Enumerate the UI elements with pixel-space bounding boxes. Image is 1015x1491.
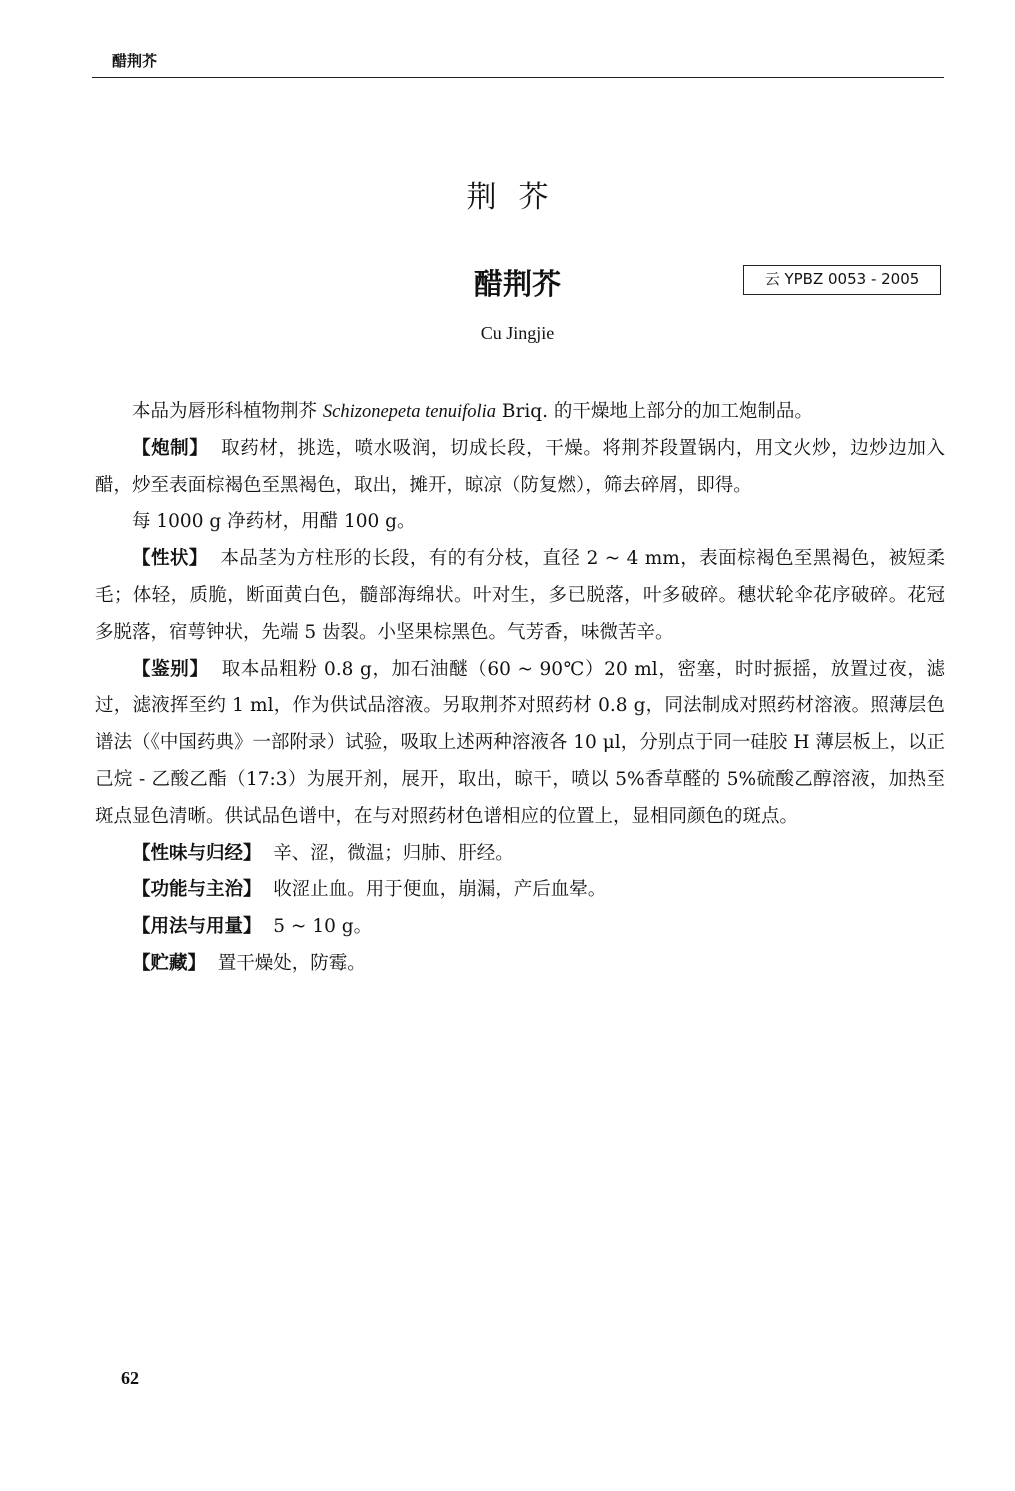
- usage-text: 5 ~ 10 g。: [273, 916, 373, 938]
- nature-label: 【性味与归经】: [132, 842, 262, 864]
- page-number: 62: [121, 1368, 139, 1388]
- monograph-body: [95, 394, 945, 983]
- latin-name: Schizonepeta tenuifolia: [322, 402, 497, 422]
- nature-text: 辛、涩，微温；归肺、肝经。: [273, 842, 514, 864]
- function-label: 【功能与主治】: [132, 879, 262, 901]
- intro-paragraph: [95, 394, 945, 431]
- description-paragraph: [95, 541, 945, 651]
- header-rule: [92, 77, 944, 78]
- running-header: 醋荆芥: [112, 52, 158, 70]
- usage-label: 【用法与用量】: [132, 916, 262, 938]
- processing-paragraph: [95, 431, 945, 505]
- processing-text: 取药材，挑选，喷水吸润，切成长段，干燥。将荆芥段置锅内，用文火炒，边炒边加入醋，炒至表面棕褐色至黑褐色，取出，摊开，晾凉（防复燃），筛去碎屑，即得。: [95, 437, 945, 496]
- dosage-note: 每 1000 g 净药材，用醋 100 g。: [132, 511, 416, 533]
- section-title: 荆芥: [466, 180, 571, 215]
- function-text: 收涩止血。用于便血，崩漏，产后血晕。: [273, 879, 607, 901]
- storage-text: 置干燥处，防霉。: [217, 952, 366, 974]
- storage-paragraph: [95, 946, 945, 983]
- intro-text-pre: 本品为唇形科植物荆芥: [132, 401, 323, 422]
- description-text: 本品茎为方柱形的长段，有的有分枝，直径 2 ~ 4 mm，表面棕褐色至黑褐色，被短柔毛；体轻，质脆，断面黄白色，髓部海绵状。叶对生，多已脱落，叶多破碎。穗状轮伞花序破碎。花冠多脱落，宿萼钟状，先端 5 齿裂。小坚果棕黑色。气芳香，味微苦辛。: [95, 548, 945, 643]
- identification-label: 【鉴别】: [132, 658, 209, 680]
- nature-paragraph: [95, 836, 945, 873]
- function-paragraph: [95, 872, 945, 909]
- processing-label: 【炮制】: [132, 437, 209, 459]
- item-title: 醋荆芥: [473, 267, 561, 301]
- identification-text: 取本品粗粉 0.8 g，加石油醚（60 ~ 90℃）20 ml，密塞，时时振摇，放置过夜，滤过，滤液挥至约 1 ml，作为供试品溶液。另取荆芥对照药材 0.8 g，同法制成对照药材溶液。照薄层色谱法（《中国药典》一部附录）试验，吸取上述两种溶液各 10 μl，分别点于同一硅胶 H 薄层板上，以正己烷 - 乙酸乙酯（17:3）为展开剂，展开，取出，晾干，喷以 5%香草醛的 5%硫酸乙醇溶液，加热至斑点显色清晰。供试品色谱中，在与对照药材色谱相应的位置上，显相同颜色的斑点。: [95, 658, 945, 827]
- standard-code-box: 云 YPBZ 0053 - 2005: [743, 265, 941, 295]
- identification-paragraph: [95, 652, 945, 836]
- usage-paragraph: [95, 909, 945, 946]
- storage-label: 【贮藏】: [132, 952, 207, 974]
- description-label: 【性状】: [132, 548, 208, 570]
- intro-text-post: Briq. 的干燥地上部分的加工炮制品。: [496, 401, 813, 422]
- pinyin-name: Cu Jingjie: [480, 323, 555, 343]
